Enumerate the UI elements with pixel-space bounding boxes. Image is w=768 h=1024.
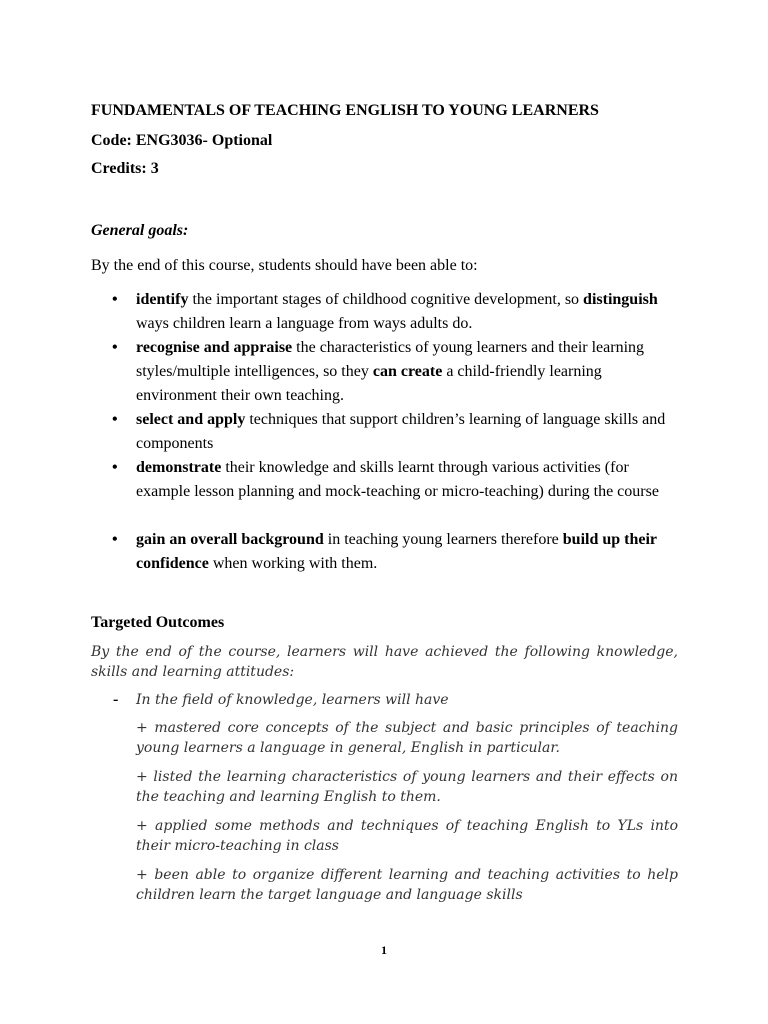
goal-text-run: when working with them. [208, 555, 378, 572]
goal-text-run: a child-friendly learning environment their own teaching. [136, 363, 602, 404]
goal-text-run: techniques that support children’s learning of language skills and components [136, 411, 666, 452]
outcomes-intro: By the end of the course, learners will have achieved the following knowledge, skills and learning attitudes: [91, 644, 678, 680]
goal-text-run: ways children learn a language from ways adults do. [136, 315, 473, 332]
goal-text-run: can create [372, 363, 443, 380]
bullet-glyph: • [112, 531, 118, 548]
outcome-item: + listed the learning characteristics of young learners and their effects on the teaching and learning English to them. [136, 769, 678, 805]
goal-item [136, 456, 676, 504]
goal-text-run: gain an overall background [136, 531, 324, 548]
course-title: FUNDAMENTALS OF TEACHING ENGLISH TO YOUNG LEARNERS [91, 102, 599, 119]
goal-text-run: distinguish [583, 291, 658, 308]
goal-text-run: in teaching young learners therefore [323, 531, 563, 548]
goal-text-run: demonstrate [136, 459, 222, 476]
outcome-item: + been able to organize different learning and teaching activities to help children learn the target language and language skills [136, 867, 678, 903]
goal-text-run: the characteristics of young learners and their learning styles/multiple intelligences, so they [136, 339, 645, 380]
goal-text-run: the important stages of childhood cognitive development, so [188, 291, 584, 308]
bullet-glyph: • [112, 339, 118, 356]
course-credits: Credits: 3 [91, 160, 159, 177]
goal-text-run: identify [136, 291, 189, 308]
goal-text-run: their knowledge and skills learnt through various activities (for example lesson planning and mock-teaching or micro-teaching) during the course [136, 459, 659, 500]
outcome-item: + applied some methods and techniques of teaching English to YLs into their micro-teaching in class [136, 818, 678, 854]
bullet-glyph: • [112, 411, 118, 428]
goal-text-run: select and apply [136, 411, 246, 428]
bullet-glyph: • [112, 291, 118, 308]
outcome-item: + mastered core concepts of the subject and basic principles of teaching young learners a language in general, English in particular. [136, 720, 678, 756]
page-number: 1 [381, 943, 387, 957]
goal-text-run: recognise and appraise [136, 339, 293, 356]
bullet-glyph: • [112, 459, 118, 476]
knowledge-field-line: In the field of knowledge, learners will have [136, 692, 449, 708]
goal-text-run: build up their confidence [136, 531, 657, 572]
general-goals-heading: General goals: [91, 222, 189, 239]
targeted-outcomes-heading: Targeted Outcomes [91, 614, 225, 631]
goals-intro: By the end of this course, students should have been able to: [91, 257, 478, 274]
dash-glyph: - [113, 691, 119, 708]
goal-item [136, 288, 676, 336]
course-code: Code: ENG3036- Optional [91, 132, 273, 149]
goal-item [136, 528, 676, 576]
goal-item [136, 336, 676, 408]
goal-item [136, 408, 676, 456]
